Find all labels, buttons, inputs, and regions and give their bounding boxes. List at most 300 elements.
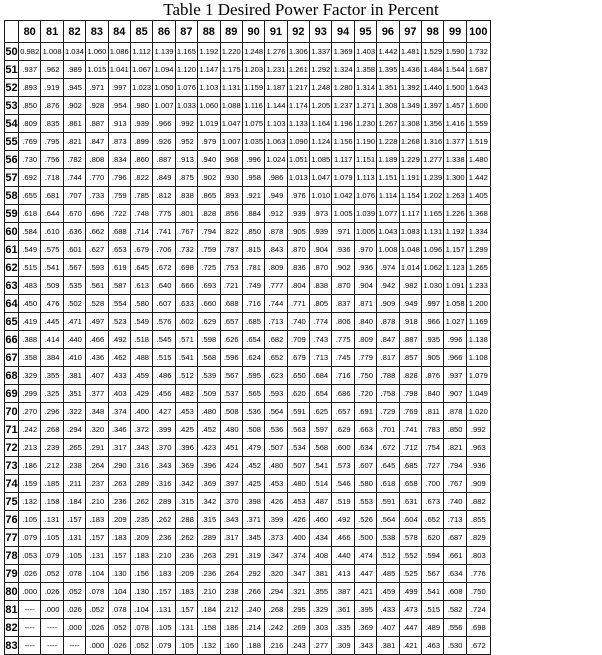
table-cell: .373 [265,529,287,547]
table-cell: .157 [175,601,197,619]
table-cell: .399 [265,511,287,529]
table-row [5,565,491,583]
table-cell: .691 [354,403,376,421]
column-header: 84 [108,21,130,43]
table-cell: .546 [332,475,354,493]
table-cell: .277 [310,637,332,655]
table-cell: .829 [466,529,490,547]
table-cell: .508 [220,403,242,421]
table-cell: .427 [153,403,175,421]
table-cell: .733 [86,187,108,205]
table-row [5,619,491,637]
table-cell: .679 [287,349,309,367]
table-cell: .580 [354,475,376,493]
table-row [5,79,491,97]
table-cell: .105 [41,529,63,547]
table-cell: .541 [422,583,444,601]
table-cell: .132 [198,637,220,655]
table-cell: 1.233 [466,277,490,295]
table-cell: .185 [41,475,63,493]
row-header: 83 [5,637,19,655]
row-header: 81 [5,601,19,619]
column-header: 88 [198,21,220,43]
table-cell: .804 [287,277,309,295]
table-cell: .303 [310,619,332,637]
table-cell: 1.440 [422,79,444,97]
row-header: 55 [5,133,19,151]
table-cell: .525 [399,565,421,583]
table-cell: .997 [108,79,130,97]
table-cell: .130 [130,583,152,601]
table-cell: .479 [242,439,264,457]
table-cell: .712 [399,439,421,457]
row-header: 75 [5,493,19,511]
table-cell: .377 [86,385,108,403]
table-cell: .973 [310,205,332,223]
table-cell: .809 [265,259,287,277]
column-header: 90 [242,21,264,43]
table-cell: .160 [220,637,242,655]
table-cell: .729 [377,403,399,421]
table-cell: 1.103 [198,79,220,97]
table-row [5,151,491,169]
table-cell: .519 [332,493,354,511]
table-cell: .396 [198,457,220,475]
column-header: 80 [19,21,41,43]
table-cell: .459 [377,583,399,601]
row-header: 59 [5,205,19,223]
table-cell: 1.015 [86,61,108,79]
table-cell: .130 [108,565,130,583]
table-cell: ---- [41,637,63,655]
table-cell: 1.007 [220,133,242,151]
table-cell: 1.096 [422,241,444,259]
table-cell: ---- [19,619,41,637]
table-cell: .919 [41,79,63,97]
table-cell: .968 [220,151,242,169]
table-cell: .509 [41,277,63,295]
table-cell: .907 [444,385,466,403]
table-cell: .949 [399,295,421,313]
table-cell: .242 [265,619,287,637]
table-cell: .658 [399,475,421,493]
table-cell: .381 [377,637,399,655]
table-cell: .610 [41,223,63,241]
table-row [5,295,491,313]
table-cell: 1.687 [466,61,490,79]
table-cell: .775 [332,331,354,349]
table-cell: 1.164 [310,115,332,133]
table-row [5,475,491,493]
table-cell: .315 [198,511,220,529]
table-cell: .105 [63,547,85,565]
table-cell: .835 [41,115,63,133]
table-cell: 1.024 [265,151,287,169]
table-cell: .264 [86,457,108,475]
table-cell: 1.356 [422,115,444,133]
table-cell: .963 [466,439,490,457]
table-row [5,61,491,79]
table-cell: 1.397 [422,97,444,115]
table-cell: .329 [310,601,332,619]
table-cell: 1.416 [444,115,466,133]
table-cell: .400 [130,403,152,421]
table-cell: .817 [377,349,399,367]
table-cell: .700 [422,475,444,493]
table-cell: .568 [310,439,332,457]
table-cell: .936 [354,259,376,277]
table-cell: .740 [287,313,309,331]
table-cell: .721 [220,277,242,295]
table-cell: .887 [86,115,108,133]
table-cell: .873 [108,133,130,151]
table-cell: 1.263 [444,187,466,205]
table-cell: 0.982 [19,43,41,61]
table-cell: 1.192 [444,223,466,241]
table-cell: .292 [242,565,264,583]
table-cell: 1.019 [198,115,220,133]
table-cell: 1.076 [354,187,376,205]
table-cell: .079 [19,529,41,547]
table-cell: .989 [63,61,85,79]
table-cell: .840 [422,385,444,403]
table-cell: .387 [332,583,354,601]
table-cell: .902 [198,169,220,187]
table-cell: .652 [265,349,287,367]
table-cell: .838 [175,187,197,205]
table-cell: .000 [63,619,85,637]
row-header: 71 [5,421,19,439]
table-cell: .480 [220,421,242,439]
table-cell: .767 [175,223,197,241]
table-cell: .358 [19,349,41,367]
table-cell: 1.300 [444,169,466,187]
table-cell: .355 [310,583,332,601]
table-cell: .909 [377,295,399,313]
table-cell: .322 [63,403,85,421]
table-cell: 1.120 [175,61,197,79]
table-cell: 1.392 [399,79,421,97]
table-cell: .847 [377,331,399,349]
table-cell: .539 [198,367,220,385]
table-cell: 1.175 [220,61,242,79]
table-cell: .397 [220,475,242,493]
row-header: 70 [5,403,19,421]
table-cell: .026 [63,601,85,619]
table-cell: .754 [422,439,444,457]
table-cell: .316 [130,457,152,475]
table-row [5,331,491,349]
table-cell: .939 [287,205,309,223]
table-cell: .447 [354,565,376,583]
table-cell: .335 [332,619,354,637]
table-cell: .624 [242,349,264,367]
table-row [5,547,491,565]
table-cell: 1.039 [354,205,376,223]
table-cell: .962 [41,61,63,79]
table-cell: 1.267 [377,115,399,133]
table-cell: .718 [41,169,63,187]
table-cell: .714 [130,223,152,241]
table-cell: .876 [422,367,444,385]
table-cell: 1.076 [175,79,197,97]
table-cell: .564 [265,403,287,421]
column-header: 98 [422,21,444,43]
table-cell: .741 [153,223,175,241]
table-cell: 1.151 [354,151,376,169]
table-cell: .787 [220,241,242,259]
table-cell: 1.154 [399,187,421,205]
table-row [5,637,491,655]
table-cell: .269 [287,619,309,637]
table-cell: .692 [19,169,41,187]
table-cell: .212 [41,457,63,475]
table-cell: 1.043 [377,223,399,241]
table-cell: .423 [198,439,220,457]
table-cell: .105 [19,511,41,529]
table-cell: .407 [86,367,108,385]
table-cell: 1.131 [422,223,444,241]
column-header: 95 [354,21,376,43]
table-cell: .396 [175,439,197,457]
table-cell: 1.228 [377,133,399,151]
table-cell: 1.075 [242,115,264,133]
table-row [5,529,491,547]
table-cell: .640 [153,277,175,295]
table-cell: .183 [153,565,175,583]
table-cell: .026 [108,637,130,655]
table-cell: .466 [86,331,108,349]
table-cell: .184 [198,601,220,619]
table-cell: .183 [175,583,197,601]
table-row [5,367,491,385]
table-cell: .078 [130,619,152,637]
table-cell: .296 [41,403,63,421]
table-cell: .507 [265,439,287,457]
table-cell: .803 [466,547,490,565]
table-cell: .878 [444,403,466,421]
table-cell: .210 [153,547,175,565]
table-cell: .317 [220,529,242,547]
table-cell: .453 [175,403,197,421]
table-cell: .243 [287,637,309,655]
table-cell: .607 [354,457,376,475]
corner-cell [5,21,19,43]
table-cell: .619 [108,259,130,277]
table-row [5,259,491,277]
table-cell: .971 [332,223,354,241]
table-cell: .567 [422,565,444,583]
table-cell: 1.051 [287,151,309,169]
table-cell: .921 [242,187,264,205]
table-cell: 1.230 [354,115,376,133]
table-cell: .730 [19,151,41,169]
table-cell: .794 [198,223,220,241]
table-cell: 1.133 [287,115,309,133]
table-cell: .870 [287,241,309,259]
table-cell: .687 [444,529,466,547]
table-row [5,205,491,223]
table-cell: .843 [265,241,287,259]
table-cell: .913 [108,115,130,133]
table-cell: .500 [354,529,376,547]
table-cell: .421 [399,637,421,655]
table-cell: .821 [444,439,466,457]
column-header: 100 [466,21,490,43]
table-cell: .571 [175,331,197,349]
table-cell: .488 [130,349,152,367]
table-cell: 1.005 [354,223,376,241]
row-header: 58 [5,187,19,205]
table-cell: .850 [444,421,466,439]
table-cell: .561 [86,277,108,295]
table-cell: .434 [310,529,332,547]
row-header: 69 [5,385,19,403]
table-cell: 1.349 [399,97,421,115]
table-cell: 1.008 [41,43,63,61]
table-cell: 1.442 [466,169,490,187]
table-cell: 1.559 [466,115,490,133]
table-cell: .370 [153,439,175,457]
table-cell: .707 [63,187,85,205]
table-cell: .670 [63,205,85,223]
table-cell: .716 [332,367,354,385]
table-cell: .242 [19,421,41,439]
table-cell: .567 [220,367,242,385]
table-cell: .466 [332,529,354,547]
table-cell: 1.165 [175,43,197,61]
table-cell: .688 [108,223,130,241]
table-cell: .986 [265,169,287,187]
table-cell: .660 [198,295,220,313]
table-cell: .788 [377,367,399,385]
table-cell: .887 [399,331,421,349]
table-cell: 1.108 [466,349,490,367]
table-cell: 1.308 [377,97,399,115]
table-cell: .052 [130,637,152,655]
table-cell: 1.268 [399,133,421,151]
table-cell: .980 [130,97,152,115]
table-cell: .912 [265,205,287,223]
table-cell: 1.280 [332,79,354,97]
row-header: 68 [5,367,19,385]
table-cell: .497 [86,313,108,331]
table-cell: .374 [287,547,309,565]
table-cell: .211 [63,475,85,493]
table-cell: .976 [287,187,309,205]
table-cell: .433 [377,601,399,619]
table-cell: .655 [19,187,41,205]
column-header: 85 [130,21,152,43]
table-cell: .822 [220,223,242,241]
table-cell: 1.094 [153,61,175,79]
table-cell: .388 [19,331,41,349]
table-cell: .355 [41,367,63,385]
table-cell: 1.337 [310,43,332,61]
table-cell: 1.436 [399,61,421,79]
table-cell: .809 [354,331,376,349]
table-cell: .997 [422,295,444,313]
table-cell: .767 [444,475,466,493]
table-cell: .685 [242,313,264,331]
table-cell: .902 [63,97,85,115]
table-cell: .949 [265,187,287,205]
table-cell: .347 [265,547,287,565]
table-cell: .131 [86,547,108,565]
table-cell: .407 [377,619,399,637]
table-cell: 1.085 [310,151,332,169]
table-cell: .847 [86,133,108,151]
table-cell: .026 [19,565,41,583]
table-cell: .209 [108,511,130,529]
table-cell: .966 [444,349,466,367]
table-cell: .526 [354,511,376,529]
table-cell: 1.027 [444,313,466,331]
column-header: 94 [332,21,354,43]
table-cell: .452 [242,457,264,475]
table-cell: .744 [63,169,85,187]
table-cell: 1.007 [153,97,175,115]
table-cell: 1.062 [422,259,444,277]
table-cell: .319 [242,547,264,565]
table-cell: .750 [354,367,376,385]
table-cell: .157 [108,547,130,565]
table-cell: 1.261 [287,61,309,79]
table-cell: .342 [175,475,197,493]
table-cell: 1.042 [332,187,354,205]
row-header: 54 [5,115,19,133]
table-cell: .725 [198,259,220,277]
table-cell: 1.147 [198,61,220,79]
table-cell: .268 [265,601,287,619]
table-cell: .262 [153,511,175,529]
table-cell: .893 [19,79,41,97]
table-cell: .587 [108,277,130,295]
table-cell: .268 [41,421,63,439]
table-cell: .673 [422,493,444,511]
table-cell: .870 [332,277,354,295]
table-cell: .812 [153,187,175,205]
table-cell: .686 [332,385,354,403]
table-cell: .463 [422,637,444,655]
table-cell: .857 [399,349,421,367]
table-cell: .875 [175,169,197,187]
table-cell: .623 [265,367,287,385]
table-cell: .408 [310,547,332,565]
table-cell: .620 [287,385,309,403]
table-cell: 1.079 [332,169,354,187]
table-cell: .370 [220,493,242,511]
table-cell: 1.020 [466,403,490,421]
table-cell: .909 [466,475,490,493]
table-cell: .489 [422,619,444,637]
table-cell: 1.138 [466,331,490,349]
row-header: 57 [5,169,19,187]
table-cell: .996 [242,151,264,169]
row-header: 63 [5,277,19,295]
table-cell: 1.248 [310,79,332,97]
table-cell: .321 [287,583,309,601]
table-cell: .104 [130,601,152,619]
row-header: 53 [5,97,19,115]
table-cell: .785 [130,187,152,205]
table-cell: .958 [242,169,264,187]
table-cell: 1.023 [130,79,152,97]
table-cell: .291 [86,439,108,457]
table-cell: .644 [41,205,63,223]
table-cell: 1.047 [220,115,242,133]
table-cell: .860 [130,151,152,169]
